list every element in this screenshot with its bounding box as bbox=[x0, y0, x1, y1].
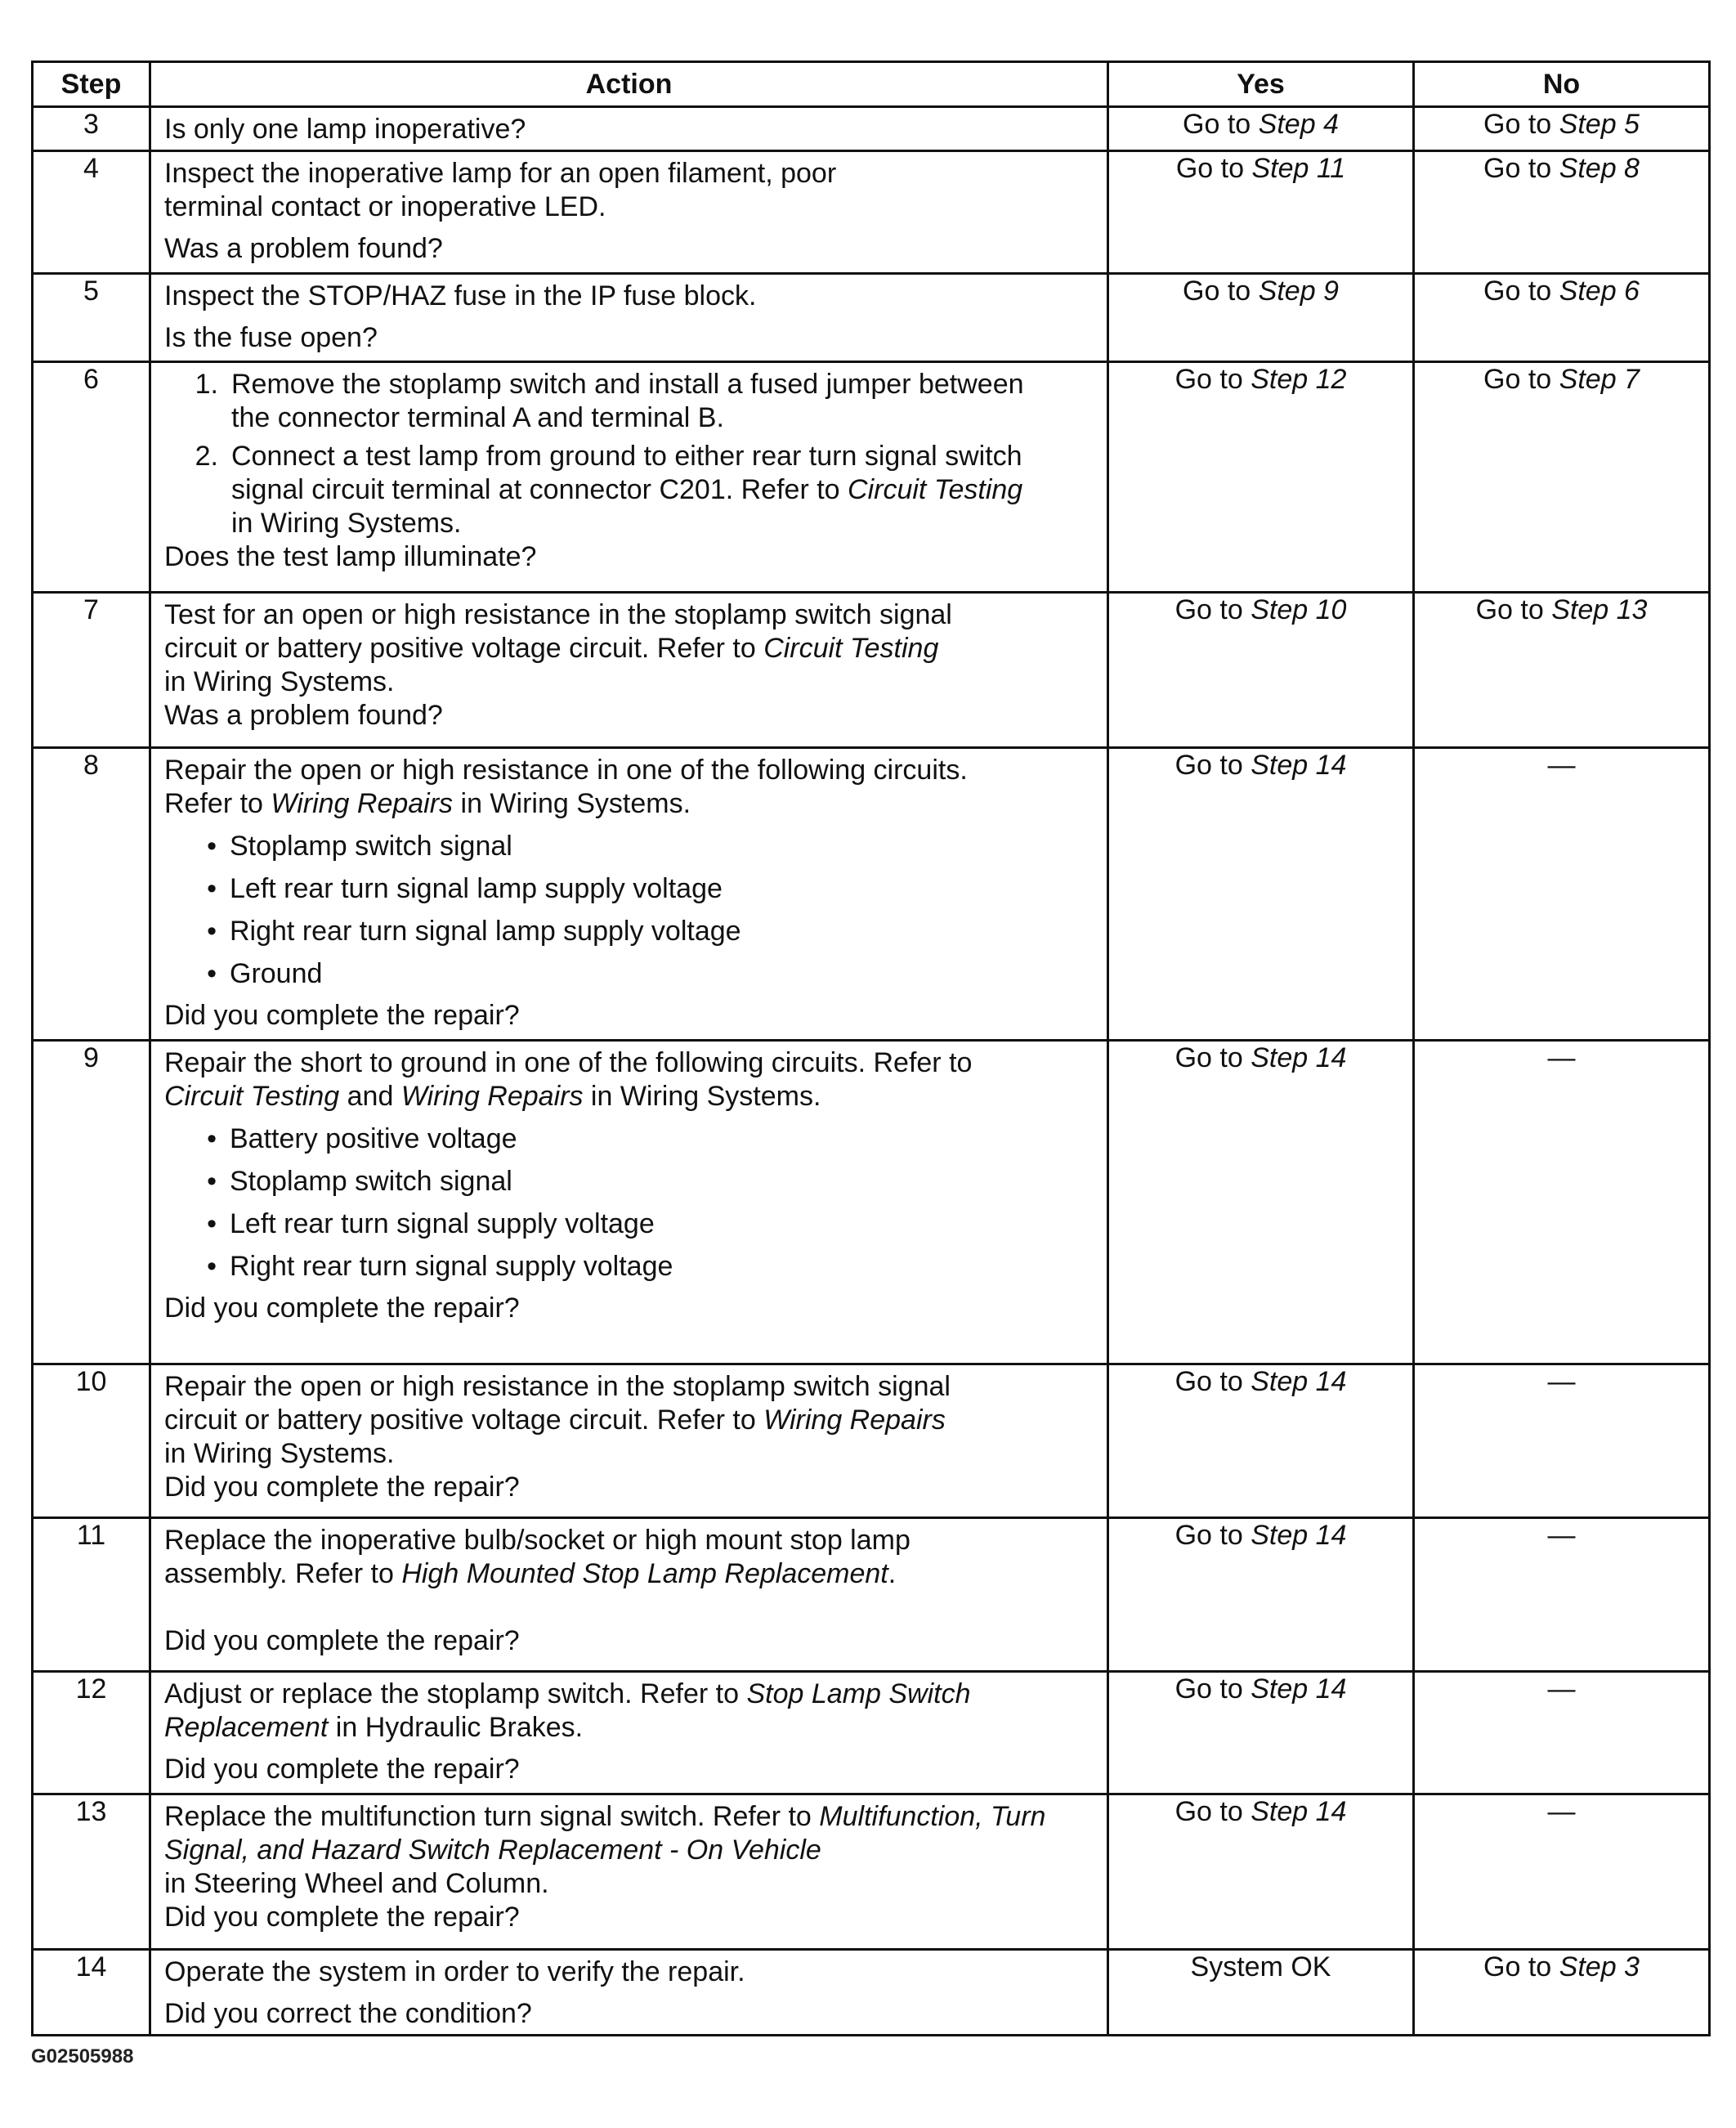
action-question: Did you complete the repair? bbox=[164, 1902, 520, 1933]
item-text: the connector terminal A and terminal B. bbox=[231, 402, 724, 433]
step-number: 14 bbox=[33, 1950, 150, 2036]
go-to-text: Go to bbox=[1174, 1042, 1243, 1073]
bullet-text: Left rear turn signal lamp supply voltage bbox=[230, 873, 723, 904]
table-row bbox=[33, 1041, 1710, 1364]
action-text: Test for an open or high resistance in the stoplamp switch signal bbox=[164, 599, 952, 630]
table-row bbox=[33, 593, 1710, 748]
step-number: 7 bbox=[33, 593, 150, 748]
table-row bbox=[33, 107, 1710, 151]
yes-cell bbox=[1108, 1041, 1414, 1364]
step-link[interactable]: Step 14 bbox=[1251, 1366, 1347, 1397]
yes-cell bbox=[1108, 362, 1414, 593]
no-cell: — bbox=[1414, 1518, 1710, 1672]
action-question: Did you complete the repair? bbox=[164, 1625, 520, 1656]
item-text: Remove the stoplamp switch and install a fused jumper between bbox=[231, 369, 1024, 400]
action-cell bbox=[150, 274, 1108, 362]
no-cell bbox=[1414, 362, 1710, 593]
step-link[interactable]: Step 9 bbox=[1258, 276, 1339, 307]
bullet-text: Left rear turn signal supply voltage bbox=[230, 1208, 655, 1239]
step-link[interactable]: Step 14 bbox=[1251, 1520, 1347, 1551]
action-text: in Wiring Systems. bbox=[164, 1438, 395, 1469]
reference-link[interactable]: Stop Lamp Switch Replacement bbox=[164, 1678, 971, 1743]
bullet-text: Ground bbox=[230, 958, 323, 989]
table-row bbox=[33, 1950, 1710, 2036]
action-text: in Hydraulic Brakes. bbox=[335, 1712, 584, 1743]
bullet-text: Battery positive voltage bbox=[230, 1123, 517, 1154]
no-cell: — bbox=[1414, 1672, 1710, 1794]
header-no: No bbox=[1414, 62, 1710, 107]
step-number: 8 bbox=[33, 748, 150, 1041]
action-text: Refer to bbox=[164, 788, 263, 819]
step-link[interactable]: Step 12 bbox=[1251, 364, 1347, 395]
bullet-item: • Stoplamp switch signal bbox=[164, 830, 1098, 863]
reference-link[interactable]: Circuit Testing bbox=[763, 633, 939, 664]
action-text: assembly. Refer to bbox=[164, 1558, 394, 1589]
step-link[interactable]: Step 14 bbox=[1251, 1673, 1347, 1705]
go-to-text: Go to bbox=[1483, 153, 1552, 184]
action-cell: Replace the inoperative bulb/socket or high mount stop lamp assembly. Refer to High Mounted Stop Lamp Replacement. Did you complete the repair? bbox=[150, 1518, 1108, 1672]
reference-link[interactable]: High Mounted Stop Lamp Replacement bbox=[401, 1558, 888, 1589]
yes-cell bbox=[1108, 151, 1414, 274]
go-to-text: Go to bbox=[1483, 109, 1552, 140]
go-to-text: Go to bbox=[1174, 1796, 1243, 1827]
yes-cell bbox=[1108, 1364, 1414, 1518]
action-question: Did you complete the repair? bbox=[164, 1292, 520, 1324]
action-text: Inspect the STOP/HAZ fuse in the IP fuse block. bbox=[164, 280, 757, 311]
table-row bbox=[33, 1518, 1710, 1672]
step-number: 13 bbox=[33, 1794, 150, 1950]
bullet-item: • Left rear turn signal lamp supply voltage bbox=[164, 872, 1098, 906]
go-to-text: Go to bbox=[1475, 594, 1544, 625]
action-text: and bbox=[347, 1081, 394, 1112]
numbered-item bbox=[164, 368, 1098, 435]
action-text: Adjust or replace the stoplamp switch. Refer to bbox=[164, 1678, 739, 1709]
yes-cell bbox=[1108, 748, 1414, 1041]
no-cell bbox=[1414, 151, 1710, 274]
no-cell: — bbox=[1414, 1041, 1710, 1364]
action-question: Does the test lamp illuminate? bbox=[164, 541, 537, 572]
header-yes: Yes bbox=[1108, 62, 1414, 107]
no-cell bbox=[1414, 1950, 1710, 2036]
action-question: Did you complete the repair? bbox=[164, 1000, 520, 1031]
header-step: Step bbox=[33, 62, 150, 107]
action-text: Repair the open or high resistance in the stoplamp switch signal bbox=[164, 1371, 951, 1402]
table-row bbox=[33, 1672, 1710, 1794]
action-cell bbox=[150, 1794, 1108, 1950]
action-text: Replace the inoperative bulb/socket or high mount stop lamp bbox=[164, 1525, 911, 1556]
header-action: Action bbox=[150, 62, 1108, 107]
yes-cell bbox=[1108, 1794, 1414, 1950]
bullet-text: Right rear turn signal lamp supply voltage bbox=[230, 916, 741, 947]
no-cell bbox=[1414, 107, 1710, 151]
no-cell bbox=[1414, 593, 1710, 748]
step-link[interactable]: Step 3 bbox=[1559, 1951, 1640, 1982]
go-to-text: Go to bbox=[1483, 1951, 1552, 1982]
step-number: 11 bbox=[33, 1518, 150, 1672]
yes-cell bbox=[1108, 593, 1414, 748]
no-cell: — bbox=[1414, 748, 1710, 1041]
action-text: circuit or battery positive voltage circuit. Refer to bbox=[164, 633, 756, 664]
action-question: Was a problem found? bbox=[164, 233, 443, 264]
go-to-text: Go to bbox=[1483, 276, 1552, 307]
step-link[interactable]: Step 10 bbox=[1251, 594, 1347, 625]
step-link[interactable]: Step 14 bbox=[1251, 1042, 1347, 1073]
action-cell bbox=[150, 107, 1108, 151]
yes-cell bbox=[1108, 1672, 1414, 1794]
reference-link[interactable]: Wiring Repairs bbox=[763, 1404, 946, 1436]
action-cell bbox=[150, 151, 1108, 274]
bullet-item: • Stoplamp switch signal bbox=[164, 1165, 1098, 1198]
no-cell: — bbox=[1414, 1794, 1710, 1950]
action-text: Replace the multifunction turn signal switch. Refer to bbox=[164, 1801, 812, 1832]
action-question: Did you correct the condition? bbox=[164, 1998, 532, 2029]
go-to-text: Go to bbox=[1483, 364, 1552, 395]
step-number: 5 bbox=[33, 274, 150, 362]
action-text: terminal contact or inoperative LED. bbox=[164, 191, 606, 222]
action-cell bbox=[150, 748, 1108, 1041]
table-row bbox=[33, 362, 1710, 593]
step-link[interactable]: Step 7 bbox=[1559, 364, 1640, 395]
step-number: 10 bbox=[33, 1364, 150, 1518]
go-to-text: Go to bbox=[1174, 364, 1243, 395]
step-link[interactable]: Step 11 bbox=[1251, 153, 1346, 184]
step-number: 9 bbox=[33, 1041, 150, 1364]
item-text: signal circuit terminal at connector C201. Refer to bbox=[231, 474, 840, 505]
bullet-text: Right rear turn signal supply voltage bbox=[230, 1251, 673, 1282]
no-cell: — bbox=[1414, 1364, 1710, 1518]
step-link[interactable]: Step 6 bbox=[1559, 276, 1640, 307]
action-cell bbox=[150, 1950, 1108, 2036]
action-text: Repair the short to ground in one of the following circuits. Refer to bbox=[164, 1047, 973, 1078]
action-question: Is the fuse open? bbox=[164, 322, 378, 353]
go-to-text: Go to bbox=[1175, 153, 1245, 184]
action-text: in Wiring Systems. bbox=[590, 1081, 821, 1112]
step-link[interactable]: Step 8 bbox=[1559, 153, 1640, 184]
go-to-text: Go to bbox=[1174, 1366, 1243, 1397]
go-to-text: Go to bbox=[1174, 594, 1243, 625]
bullet-text: Stoplamp switch signal bbox=[230, 831, 512, 862]
yes-cell bbox=[1108, 107, 1414, 151]
table-row bbox=[33, 151, 1710, 274]
item-text: in Wiring Systems. bbox=[231, 508, 462, 539]
figure-id: G02505988 bbox=[31, 2045, 134, 2068]
item-number: 1. bbox=[195, 369, 218, 400]
bullet-item: • Right rear turn signal lamp supply voltage bbox=[164, 915, 1098, 948]
reference-link[interactable]: Multifunction, Turn Signal, and Hazard Switch Replacement - On Vehicle bbox=[164, 1801, 1046, 1866]
yes-cell bbox=[1108, 1518, 1414, 1672]
step-link[interactable]: Step 14 bbox=[1251, 750, 1347, 781]
table-row bbox=[33, 748, 1710, 1041]
bullet-item: • Left rear turn signal supply voltage bbox=[164, 1207, 1098, 1241]
action-cell bbox=[150, 1041, 1108, 1364]
go-to-text: Go to bbox=[1174, 750, 1243, 781]
yes-cell bbox=[1108, 274, 1414, 362]
step-number: 6 bbox=[33, 362, 150, 593]
action-text: in Wiring Systems. bbox=[460, 788, 691, 819]
action-text: Inspect the inoperative lamp for an open filament, poor bbox=[164, 158, 837, 189]
bullet-item: • Right rear turn signal supply voltage bbox=[164, 1250, 1098, 1284]
reference-link[interactable]: Wiring Repairs bbox=[400, 1081, 584, 1112]
diagnostic-table bbox=[31, 60, 1711, 2036]
action-question: Did you complete the repair? bbox=[164, 1472, 520, 1503]
bullet-text: Stoplamp switch signal bbox=[230, 1166, 512, 1197]
action-text: in Steering Wheel and Column. bbox=[164, 1868, 549, 1899]
table-row bbox=[33, 274, 1710, 362]
action-question: Is only one lamp inoperative? bbox=[164, 114, 526, 145]
step-link[interactable]: Step 13 bbox=[1551, 594, 1648, 625]
numbered-item bbox=[164, 440, 1098, 540]
table-row bbox=[33, 1794, 1710, 1950]
action-cell bbox=[150, 362, 1108, 593]
action-text: in Wiring Systems. bbox=[164, 666, 395, 697]
step-link[interactable]: Step 14 bbox=[1251, 1796, 1347, 1827]
no-cell bbox=[1414, 274, 1710, 362]
go-to-text: Go to bbox=[1183, 276, 1251, 307]
step-number: 12 bbox=[33, 1672, 150, 1794]
bullet-item: • Ground bbox=[164, 957, 1098, 991]
yes-cell: System OK bbox=[1108, 1950, 1414, 2036]
action-text: Operate the system in order to verify the repair. bbox=[164, 1956, 745, 1987]
action-question: Was a problem found? bbox=[164, 700, 443, 731]
step-link[interactable]: Step 5 bbox=[1559, 109, 1640, 140]
go-to-text: Go to bbox=[1174, 1520, 1243, 1551]
reference-link[interactable]: Wiring Repairs bbox=[271, 788, 454, 819]
table-row bbox=[33, 1364, 1710, 1518]
step-link[interactable]: Step 4 bbox=[1258, 109, 1339, 140]
table-header-row bbox=[33, 62, 1710, 107]
action-cell bbox=[150, 1672, 1108, 1794]
reference-link[interactable]: Circuit Testing bbox=[164, 1081, 340, 1112]
action-text: Repair the open or high resistance in one of the following circuits. bbox=[164, 755, 968, 786]
go-to-text: Go to bbox=[1174, 1673, 1243, 1705]
step-number: 3 bbox=[33, 107, 150, 151]
action-text: circuit or battery positive voltage circuit. Refer to bbox=[164, 1404, 756, 1436]
item-number: 2. bbox=[195, 441, 218, 472]
action-cell bbox=[150, 593, 1108, 748]
bullet-item: • Battery positive voltage bbox=[164, 1122, 1098, 1156]
action-question: Did you complete the repair? bbox=[164, 1754, 520, 1785]
go-to-text: Go to bbox=[1183, 109, 1251, 140]
reference-link[interactable]: Circuit Testing bbox=[848, 474, 1023, 505]
action-cell bbox=[150, 1364, 1108, 1518]
step-number: 4 bbox=[33, 151, 150, 274]
item-text: Connect a test lamp from ground to either rear turn signal switch bbox=[231, 441, 1022, 472]
